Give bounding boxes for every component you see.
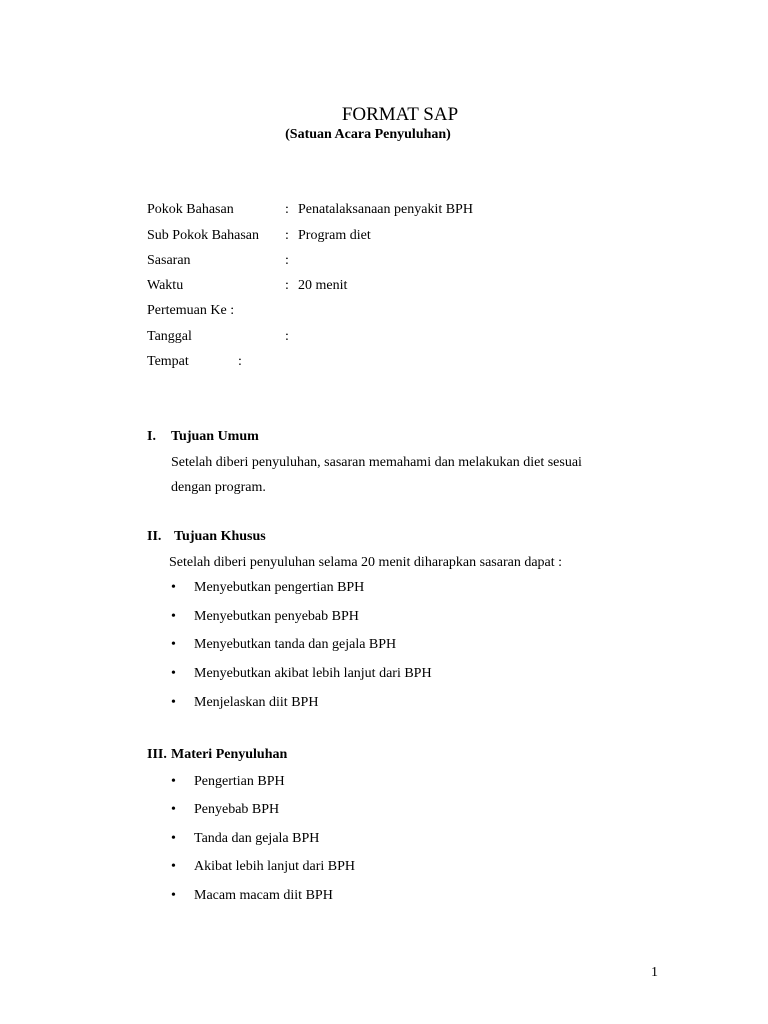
bullet-icon: • [171,609,176,624]
bullet-icon: • [171,859,176,874]
info-label: Pokok Bahasan [147,202,234,217]
info-colon: : [285,253,289,268]
list-item-text: Macam macam diit BPH [194,888,333,903]
info-colon: : [238,354,242,369]
page-number: 1 [651,965,658,980]
section-number: II. [147,529,162,544]
info-colon: : [285,228,289,243]
info-colon: : [285,329,289,344]
info-value: Penatalaksanaan penyakit BPH [298,202,473,217]
section-heading: Tujuan Khusus [174,529,266,544]
page-subtitle: (Satuan Acara Penyuluhan) [285,127,451,142]
info-label: Sasaran [147,253,191,268]
info-label: Waktu [147,278,184,293]
section-intro: Setelah diberi penyuluhan selama 20 menit diharapkan sasaran dapat : [169,555,563,570]
section-number: III. [147,747,167,762]
list-item-text: Menyebutkan tanda dan gejala BPH [194,637,397,652]
list-item-text: Penyebab BPH [194,802,280,817]
info-colon: : [285,278,289,293]
bullet-icon: • [171,774,176,789]
info-colon: : [285,202,289,217]
list-item-text: Pengertian BPH [194,774,285,789]
list-item-text: Tanda dan gejala BPH [194,831,320,846]
list-item-text: Menyebutkan pengertian BPH [194,580,365,595]
info-label: Sub Pokok Bahasan [147,228,259,243]
page-title: FORMAT SAP [341,104,459,125]
info-label: Pertemuan Ke : [147,303,235,318]
info-label: Tanggal [147,329,192,344]
bullet-icon: • [171,831,176,846]
list-item-text: Akibat lebih lanjut dari BPH [194,859,355,874]
bullet-icon: • [171,637,176,652]
list-item-text: Menyebutkan penyebab BPH [194,609,359,624]
bullet-icon: • [171,666,176,681]
list-item-text: Menjelaskan diit BPH [194,695,319,710]
section-number: I. [147,429,156,444]
section-heading: Tujuan Umum [171,429,259,444]
section-heading: Materi Penyuluhan [171,747,288,762]
bullet-icon: • [171,695,176,710]
info-label: Tempat [147,354,189,369]
list-item-text: Menyebutkan akibat lebih lanjut dari BPH [194,666,432,681]
info-value: Program diet [298,228,371,243]
section-paragraph-line: Setelah diberi penyuluhan, sasaran memahami dan melakukan diet sesuai [171,455,582,470]
info-value: 20 menit [298,278,348,293]
bullet-icon: • [171,888,176,903]
bullet-icon: • [171,802,176,817]
section-paragraph-line: dengan program. [171,480,266,495]
bullet-icon: • [171,580,176,595]
